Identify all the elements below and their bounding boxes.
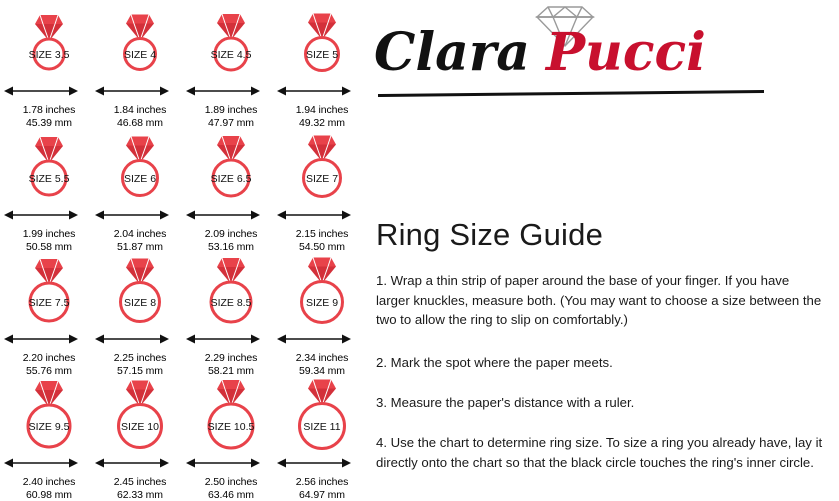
ring-size-cell (95, 126, 185, 253)
measurement-mm: 63.46 mm (208, 488, 254, 501)
measurement-arrow-icon (186, 209, 260, 221)
ring-illustration (186, 250, 276, 332)
brand-logo (374, 4, 774, 104)
measurement-mm: 46.68 mm (117, 116, 163, 129)
measurement-arrow-icon (95, 333, 169, 345)
ring-size-label: SIZE 8.5 (210, 297, 252, 309)
guide-step-4: 4. Use the chart to determine ring size. To size a ring you already have, lay it directly onto the chart so that the black circle touches the ring's inner circle. (376, 435, 823, 470)
measurement-mm: 45.39 mm (26, 116, 72, 129)
ring-illustration (95, 250, 185, 332)
measurement-mm: 53.16 mm (208, 240, 254, 253)
measurement-inches: 2.25 inches (113, 352, 167, 364)
ring-illustration (277, 126, 367, 208)
measurement-arrow-icon (95, 209, 169, 221)
ring-size-cell (277, 2, 367, 129)
ring-size-label: SIZE 4.5 (210, 49, 252, 61)
ring-size-label: SIZE 10.5 (207, 421, 255, 433)
ring-illustration (95, 374, 185, 456)
ring-size-label: SIZE 9.5 (28, 421, 70, 433)
measurement-inches: 2.29 inches (204, 352, 258, 364)
measurement-inches: 2.34 inches (295, 352, 349, 364)
measurement-arrow-icon (4, 333, 78, 345)
ring-size-label: SIZE 5.5 (28, 173, 70, 185)
ring-size-label: SIZE 7 (305, 173, 339, 185)
measurement-mm: 51.87 mm (117, 240, 163, 253)
ring-illustration (4, 374, 94, 456)
guide-step-2: 2. Mark the spot where the paper meets. (376, 355, 613, 371)
measurement-mm: 54.50 mm (299, 240, 345, 253)
measurement-arrow-icon (186, 457, 260, 469)
ring-measurement (95, 476, 185, 501)
ring-size-label: SIZE 6.5 (210, 173, 252, 185)
measurement-mm: 49.32 mm (299, 116, 345, 129)
page-title: Ring Size Guide (376, 216, 604, 252)
ring-size-label: SIZE 8 (123, 297, 157, 309)
ring-size-label: SIZE 5 (305, 49, 339, 61)
measurement-arrow-icon (277, 209, 351, 221)
ring-size-cell (186, 2, 276, 129)
measurement-inches: 2.40 inches (22, 476, 76, 488)
ring-size-cell (95, 374, 185, 501)
measurement-inches: 1.99 inches (22, 228, 76, 240)
measurement-mm: 60.98 mm (26, 488, 72, 501)
measurement-mm: 59.34 mm (299, 364, 345, 377)
ring-size-label: SIZE 6 (123, 173, 157, 185)
measurement-mm: 50.58 mm (26, 240, 72, 253)
measurement-arrow-icon (186, 333, 260, 345)
guide-panel (368, 0, 839, 501)
measurement-arrow-icon (277, 333, 351, 345)
brand-wordmark (374, 22, 774, 94)
ring-illustration (4, 250, 94, 332)
measurement-arrow-icon (4, 85, 78, 97)
measurement-arrow-icon (186, 85, 260, 97)
measurement-inches: 2.50 inches (204, 476, 258, 488)
ring-measurement (4, 476, 94, 501)
brand-name-second: Pucci (545, 22, 706, 83)
ring-size-cell (4, 250, 94, 377)
ring-illustration (277, 2, 367, 84)
ring-size-label: SIZE 11 (303, 421, 341, 433)
measurement-inches: 1.94 inches (295, 104, 349, 116)
guide-step-1: 1. Wrap a thin strip of paper around the base of your finger. If you have larger knuckles, measure both. (You may want to choose a size between the two to allow the ring to slip on comfortably.) (376, 273, 822, 328)
ring-measurement (277, 476, 367, 501)
ring-size-cell (4, 374, 94, 501)
measurement-arrow-icon (277, 457, 351, 469)
measurement-mm: 64.97 mm (299, 488, 345, 501)
measurement-inches: 1.89 inches (204, 104, 258, 116)
measurement-inches: 2.45 inches (113, 476, 167, 488)
ring-illustration (277, 250, 367, 332)
measurement-inches: 1.84 inches (113, 104, 167, 116)
ring-measurement (186, 476, 276, 501)
measurement-arrow-icon (95, 85, 169, 97)
ring-illustration (186, 374, 276, 456)
ring-size-cell (277, 374, 367, 501)
ring-size-chart (0, 0, 362, 501)
ring-size-cell (95, 2, 185, 129)
measurement-mm: 47.97 mm (208, 116, 254, 129)
ring-size-cell (4, 2, 94, 129)
ring-size-cell (186, 126, 276, 253)
ring-size-cell (186, 374, 276, 501)
ring-size-cell (186, 250, 276, 377)
measurement-inches: 2.04 inches (113, 228, 167, 240)
measurement-arrow-icon (4, 457, 78, 469)
measurement-arrow-icon (95, 457, 169, 469)
measurement-mm: 57.15 mm (117, 364, 163, 377)
measurement-arrow-icon (4, 209, 78, 221)
measurement-arrow-icon (277, 85, 351, 97)
measurement-inches: 2.20 inches (22, 352, 76, 364)
ring-illustration (186, 126, 276, 208)
measurement-mm: 62.33 mm (117, 488, 163, 501)
ring-illustration (277, 374, 367, 456)
ring-size-label: SIZE 3.5 (28, 49, 70, 61)
guide-step-3: 3. Measure the paper's distance with a ruler. (376, 395, 635, 411)
ring-illustration (95, 2, 185, 84)
ring-illustration (95, 126, 185, 208)
brand-name-first: Clara (374, 22, 530, 83)
measurement-mm: 55.76 mm (26, 364, 72, 377)
ring-size-label: SIZE 10 (121, 421, 159, 433)
ring-size-label: SIZE 9 (305, 297, 339, 309)
measurement-mm: 58.21 mm (208, 364, 254, 377)
measurement-inches: 2.56 inches (295, 476, 349, 488)
ring-illustration (186, 2, 276, 84)
ring-size-cell (4, 126, 94, 253)
ring-size-label: SIZE 7.5 (28, 297, 70, 309)
ring-size-label: SIZE 4 (123, 49, 157, 61)
measurement-inches: 2.15 inches (295, 228, 349, 240)
ring-size-cell (277, 250, 367, 377)
measurement-inches: 1.78 inches (22, 104, 76, 116)
ring-size-cell (277, 126, 367, 253)
ring-size-cell (95, 250, 185, 377)
measurement-inches: 2.09 inches (204, 228, 258, 240)
ring-illustration (4, 2, 94, 84)
ring-illustration (4, 126, 94, 208)
